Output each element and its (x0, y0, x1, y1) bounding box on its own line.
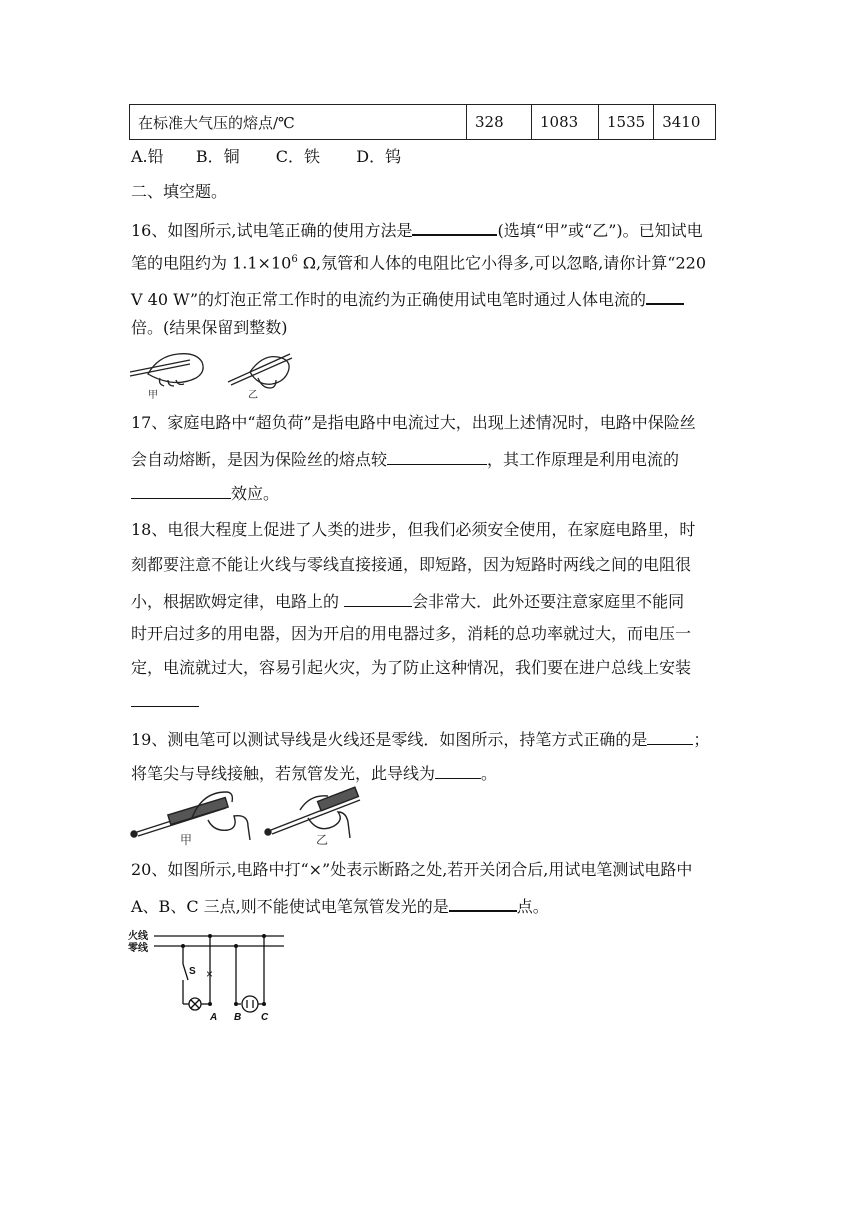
q19-text: 。 (481, 764, 498, 783)
circuit-diagram (126, 926, 296, 1026)
q19-text: 将笔尖与导线接触，若氖管发光，此导线为 (131, 764, 436, 783)
break-mark: × (206, 967, 214, 981)
answer-blank[interactable] (435, 762, 481, 779)
table-row (130, 105, 716, 140)
melting-point-table (129, 104, 716, 140)
q20-text: A、B、C 三点,则不能使试电笔氖管发光的是 (131, 897, 449, 916)
option-a: A.铅 (131, 147, 164, 166)
q20-text: 点。 (516, 897, 549, 916)
q18-line1: 18、电很大程度上促进了人类的进步，但我们必须安全使用，在家庭电路里，时 (131, 520, 696, 539)
q18-text: 小，根据欧姆定律，电路上的 (131, 592, 345, 611)
q18-line3 (131, 590, 684, 612)
answer-blank[interactable] (412, 218, 497, 236)
point-a-label: A (210, 1012, 218, 1023)
q16-text: (选填“甲”或“乙”)。已知试电 (497, 221, 703, 240)
switch-label: S (189, 966, 196, 977)
q16-line3 (131, 287, 684, 310)
q19-text: ； (693, 730, 710, 749)
q16-text: 16、如图所示,试电笔正确的使用方法是 (131, 221, 413, 240)
neutral-wire-label: 零线 (128, 943, 148, 954)
fig-label-jia: 甲 (180, 833, 193, 846)
option-b: B．铜 (195, 147, 240, 166)
q17-text: ，其工作原理是利用电流的 (487, 450, 680, 469)
option-d: D．钨 (356, 147, 402, 166)
table-cell: 1535 (599, 105, 654, 140)
option-c: C．铁 (275, 147, 321, 166)
test-pen-figure-19 (128, 784, 378, 846)
answer-blank[interactable] (344, 590, 412, 607)
q20-line1: 20、如图所示,电路中打“×”处表示断路之处,若开关闭合后,用试电笔测试电路中 (131, 860, 693, 879)
q19-line2 (131, 762, 497, 784)
fig-label-yi: 乙 (316, 833, 329, 846)
table-cell: 328 (467, 105, 532, 140)
section-title: 二、填空题。 (131, 182, 228, 201)
test-pen-figure-16 (128, 344, 308, 400)
q18-line4: 时开启过多的用电器，因为开启的用电器过多，消耗的总功率就过大，而电压一 (131, 624, 692, 643)
q16-line4: 倍。(结果保留到整数) (131, 318, 288, 337)
answer-blank[interactable] (131, 482, 231, 499)
table-cell: 3410 (654, 105, 716, 140)
point-b-label: B (234, 1012, 242, 1023)
answer-blank[interactable] (131, 690, 199, 707)
answer-blank[interactable] (387, 448, 487, 465)
q20-line2 (131, 894, 549, 917)
answer-blank[interactable] (449, 894, 517, 912)
answer-blank[interactable] (647, 728, 693, 745)
table-header-cell: 在标准大气压的熔点/℃ (130, 105, 467, 140)
q19-text: 19、测电笔可以测试导线是火线还是零线．如图所示，持笔方式正确的是 (131, 730, 648, 749)
q16-line1 (131, 218, 703, 241)
q17-text: 效应。 (231, 484, 280, 503)
exponent: 6 (291, 254, 298, 265)
q16-text: 笔的电阻约为 1.1×10 (131, 253, 292, 273)
q17-line2 (131, 448, 679, 470)
q19-line1 (131, 728, 709, 750)
q17-line1: 17、家庭电路中“超负荷”是指电路中电流过大，出现上述情况时，电路中保险丝 (131, 413, 696, 432)
fig-label-jia: 甲 (148, 390, 158, 400)
q18-text: 会非常大．此外还要注意家庭里不能同 (412, 592, 685, 611)
q16-line2 (131, 250, 706, 273)
table-cell: 1083 (532, 105, 599, 140)
point-c-label: C (261, 1012, 269, 1023)
live-wire-label: 火线 (128, 931, 148, 942)
q16-text: V 40 W”的灯泡正常工作时的电流约为正确使用试电笔时通过人体电流的 (131, 290, 647, 309)
q18-line5: 定，电流就过大，容易引起火灾，为了防止这种情况，我们要在进户总线上安装 (131, 658, 692, 677)
q18-line2: 刻都要注意不能让火线与零线直接接通，即短路，因为短路时两线之间的电阻很 (131, 555, 692, 574)
fig-label-yi: 乙 (248, 390, 258, 400)
q17-text: 会自动熔断，是因为保险丝的熔点较 (131, 450, 388, 469)
q15-options (131, 144, 401, 167)
q17-line3 (131, 482, 279, 504)
q16-text: Ω,氖管和人体的电阻比它小得多,可以忽略,请你计算“220 (297, 253, 707, 273)
answer-blank[interactable] (646, 287, 684, 305)
